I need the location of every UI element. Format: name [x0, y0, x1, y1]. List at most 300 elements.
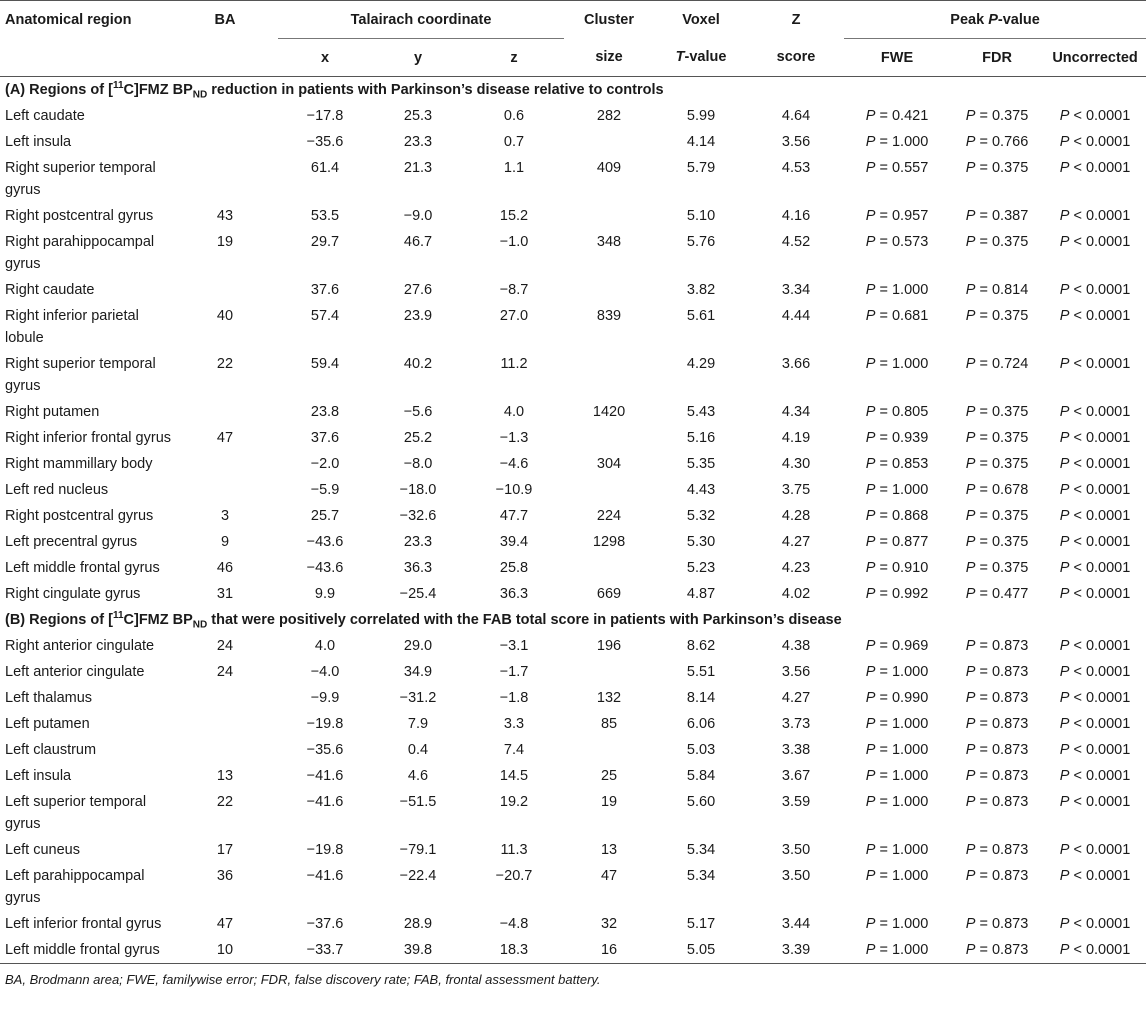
cell-fdr: P = 0.375 [965, 108, 1029, 124]
table-row [0, 229, 1146, 277]
cell-z: 18.3 [499, 942, 529, 958]
cell-cluster: 85 [600, 716, 618, 732]
cell-zs: 4.19 [781, 430, 811, 446]
cell-fdr: P = 0.375 [965, 456, 1029, 472]
cell-cluster: 224 [596, 508, 622, 524]
cell-x: −19.8 [306, 716, 344, 732]
cell-t: 5.16 [686, 430, 716, 446]
cell-t: 4.87 [686, 586, 716, 602]
cell-fwe: P = 1.000 [865, 916, 929, 932]
cell-unc: P < 0.0001 [1059, 482, 1131, 498]
cell-ba: 24 [216, 638, 234, 654]
section-b-title: (B) Regions of [$^{11}$C]FMZ $BP_{ND}$ that were positively correlated with the FAB total score in patients with Parkinson’s disease [5, 609, 842, 631]
cell-fdr: P = 0.873 [965, 794, 1029, 810]
cell-x: −43.6 [306, 560, 344, 576]
cell-cluster [564, 129, 654, 155]
cell-x: 37.6 [310, 282, 340, 298]
table-row [0, 129, 1146, 155]
table-row [0, 911, 1146, 937]
cell-ba: 47 [216, 430, 234, 446]
cell-z: 11.3 [500, 842, 528, 858]
cell-ba: 24 [216, 664, 234, 680]
cell-unc: P < 0.0001 [1059, 742, 1131, 758]
cell-unc: P < 0.0001 [1059, 160, 1131, 176]
header-z-2: score [776, 49, 816, 66]
cell-t: 5.03 [686, 742, 716, 758]
cell-fwe: P = 0.910 [865, 560, 929, 576]
cell-zs: 3.56 [781, 664, 811, 680]
cell-unc: P < 0.0001 [1059, 716, 1131, 732]
cell-t: 5.84 [686, 768, 716, 784]
table-row [0, 103, 1146, 129]
cell-fwe: P = 0.573 [865, 234, 929, 250]
cell-region: Right postcentral gyrus [5, 508, 154, 524]
cell-cluster [564, 555, 654, 581]
cell-zs: 3.75 [781, 482, 811, 498]
cell-ba [172, 277, 278, 303]
cell-fdr: P = 0.766 [965, 134, 1029, 150]
cell-t: 5.10 [686, 208, 716, 224]
table-row [0, 155, 1146, 203]
cell-fwe: P = 1.000 [865, 716, 929, 732]
cell-zs: 3.44 [781, 916, 811, 932]
cell-region: Left middle frontal gyrus [5, 942, 160, 958]
cell-zs: 3.67 [781, 768, 811, 784]
cell-region: Left claustrum [5, 742, 97, 758]
cell-x: −4.0 [310, 664, 340, 680]
cell-region: Right putamen [5, 404, 100, 420]
cell-region: Right caudate [5, 282, 95, 298]
cell-unc: P < 0.0001 [1059, 356, 1131, 372]
cell-region: Right superior temporal gyrus [5, 356, 156, 394]
table-row [0, 789, 1146, 837]
cell-x: −2.0 [310, 456, 340, 472]
cell-t: 5.99 [686, 108, 716, 124]
cell-cluster: 196 [596, 638, 622, 654]
cell-y: −22.4 [399, 868, 437, 884]
cell-zs: 4.27 [781, 534, 811, 550]
section-b [0, 607, 1146, 633]
cell-fdr: P = 0.814 [965, 282, 1029, 298]
table-row [0, 555, 1146, 581]
cell-y: 29.0 [403, 638, 433, 654]
cell-cluster: 1298 [592, 534, 626, 550]
cell-ba: 22 [216, 356, 234, 372]
cell-z: 7.4 [503, 742, 525, 758]
cell-y: 27.6 [403, 282, 433, 298]
table-row [0, 351, 1146, 399]
cell-zs: 4.23 [781, 560, 811, 576]
cell-x: 61.4 [310, 160, 340, 176]
cell-fdr: P = 0.873 [965, 768, 1029, 784]
header-cluster-2: size [595, 49, 623, 66]
cell-t: 5.79 [686, 160, 716, 176]
cell-fwe: P = 1.000 [865, 942, 929, 958]
header-ba: BA [214, 11, 236, 28]
header-fwe: FWE [880, 49, 914, 66]
header-z-1: Z [791, 11, 801, 28]
cell-t: 4.43 [686, 482, 716, 498]
cell-zs: 3.59 [781, 794, 811, 810]
cell-y: 34.9 [403, 664, 433, 680]
header-z: z [510, 49, 518, 66]
table-row [0, 763, 1146, 789]
table-row [0, 425, 1146, 451]
section-a-rows [0, 103, 1146, 607]
cell-region: Left parahippocampal gyrus [5, 868, 145, 906]
cell-zs: 3.39 [781, 942, 811, 958]
header-voxel-t: T [675, 49, 685, 66]
cell-y: 39.8 [403, 942, 433, 958]
cell-region: Right cingulate gyrus [5, 586, 141, 602]
cell-t: 5.51 [686, 664, 716, 680]
cell-z: −1.0 [499, 234, 529, 250]
cell-cluster [564, 477, 654, 503]
cell-t: 4.29 [686, 356, 716, 372]
cell-region: Right anterior cingulate [5, 638, 155, 654]
cell-x: −17.8 [306, 108, 344, 124]
cell-fwe: P = 0.681 [865, 308, 929, 324]
cell-fdr: P = 0.375 [965, 534, 1029, 550]
cell-z: 19.2 [499, 794, 529, 810]
table-header [0, 1, 1146, 77]
cell-z: −1.3 [499, 430, 529, 446]
section-a-title: (A) Regions of [$^{11}$C]FMZ $BP_{ND}$ reduction in patients with Parkinson’s disease relative to controls [5, 79, 664, 101]
cell-zs: 4.38 [781, 638, 811, 654]
cell-unc: P < 0.0001 [1059, 108, 1131, 124]
cell-fdr: P = 0.873 [965, 690, 1029, 706]
cell-zs: 3.66 [781, 356, 811, 372]
cell-region: Left cuneus [5, 842, 80, 858]
cell-z: 15.2 [499, 208, 529, 224]
cell-y: −5.6 [403, 404, 433, 420]
cell-fwe: P = 1.000 [865, 134, 929, 150]
cell-unc: P < 0.0001 [1059, 690, 1131, 706]
header-x: x [320, 49, 330, 66]
table-row [0, 503, 1146, 529]
cell-t: 5.23 [686, 560, 716, 576]
cell-x: −43.6 [306, 534, 344, 550]
cell-cluster: 13 [600, 842, 618, 858]
cell-fdr: P = 0.873 [965, 916, 1029, 932]
cell-y: 23.3 [403, 534, 433, 550]
cell-fdr: P = 0.387 [965, 208, 1029, 224]
cell-ba: 36 [216, 868, 234, 884]
cell-region: Left insula [5, 134, 72, 150]
cell-fdr: P = 0.375 [965, 308, 1029, 324]
cell-cluster: 19 [600, 794, 618, 810]
header-blank-1 [0, 39, 172, 77]
cell-ba [172, 711, 278, 737]
cell-fdr: P = 0.678 [965, 482, 1029, 498]
cell-ba: 3 [220, 508, 230, 524]
cell-fwe: P = 1.000 [865, 794, 929, 810]
header-talairach: Talairach coordinate [278, 1, 564, 39]
cell-ba [172, 685, 278, 711]
cell-fwe: P = 0.421 [865, 108, 929, 124]
cell-x: 29.7 [310, 234, 340, 250]
cell-unc: P < 0.0001 [1059, 208, 1131, 224]
cell-cluster: 47 [600, 868, 618, 884]
cell-cluster [564, 425, 654, 451]
cell-z: −10.9 [495, 482, 533, 498]
cell-unc: P < 0.0001 [1059, 404, 1131, 420]
cell-fdr: P = 0.375 [965, 508, 1029, 524]
cell-x: −33.7 [306, 942, 344, 958]
cell-t: 3.82 [686, 282, 716, 298]
cell-z: −4.6 [499, 456, 529, 472]
cell-y: −51.5 [399, 794, 437, 810]
cell-region: Left putamen [5, 716, 90, 732]
cell-z: 0.6 [503, 108, 525, 124]
cell-t: 4.14 [686, 134, 716, 150]
cell-ba [172, 737, 278, 763]
cell-zs: 4.28 [781, 508, 811, 524]
table-row [0, 737, 1146, 763]
cell-ba: 9 [220, 534, 230, 550]
header-peak-p: P [988, 11, 998, 28]
cell-region: Right inferior frontal gyrus [5, 430, 172, 446]
cell-region: Right superior temporal gyrus [5, 160, 156, 198]
cell-t: 5.76 [686, 234, 716, 250]
header-region: Anatomical region [5, 11, 132, 28]
cell-region: Left inferior frontal gyrus [5, 916, 162, 932]
cell-t: 5.43 [686, 404, 716, 420]
cell-unc: P < 0.0001 [1059, 842, 1131, 858]
cell-z: −1.7 [499, 664, 529, 680]
cell-t: 5.35 [686, 456, 716, 472]
cell-fdr: P = 0.477 [965, 586, 1029, 602]
cell-y: 40.2 [403, 356, 433, 372]
cell-x: 23.8 [310, 404, 340, 420]
table-row [0, 529, 1146, 555]
cell-cluster [564, 277, 654, 303]
cell-y: 28.9 [403, 916, 433, 932]
cell-fwe: P = 0.868 [865, 508, 929, 524]
cell-y: 36.3 [403, 560, 433, 576]
cell-t: 8.62 [686, 638, 716, 654]
cell-zs: 3.34 [781, 282, 811, 298]
cell-x: 59.4 [310, 356, 340, 372]
cell-x: −41.6 [306, 768, 344, 784]
cell-z: 11.2 [500, 356, 528, 372]
cell-zs: 4.44 [781, 308, 811, 324]
cell-t: 8.14 [686, 690, 716, 706]
cell-z: −3.1 [499, 638, 529, 654]
table-row [0, 633, 1146, 659]
cell-zs: 3.56 [781, 134, 811, 150]
cell-ba [172, 477, 278, 503]
header-peak: Peak P-value [844, 1, 1146, 39]
cell-fdr: P = 0.375 [965, 234, 1029, 250]
cell-x: −37.6 [306, 916, 344, 932]
cell-fwe: P = 0.969 [865, 638, 929, 654]
cell-z: −8.7 [499, 282, 529, 298]
cell-fwe: P = 0.957 [865, 208, 929, 224]
cell-ba [172, 103, 278, 129]
cell-region: Left precentral gyrus [5, 534, 138, 550]
cell-z: 27.0 [499, 308, 529, 324]
cell-unc: P < 0.0001 [1059, 794, 1131, 810]
cell-region: Left superior temporal gyrus [5, 794, 147, 832]
cell-t: 5.05 [686, 942, 716, 958]
cell-y: 7.9 [407, 716, 429, 732]
cell-z: −4.8 [499, 916, 529, 932]
cell-region: Right inferior parietal lobule [5, 308, 139, 346]
cell-ba [172, 129, 278, 155]
cell-fwe: P = 0.990 [865, 690, 929, 706]
cell-fwe: P = 0.805 [865, 404, 929, 420]
header-voxel-suffix: -value [684, 49, 727, 66]
cell-x: 9.9 [314, 586, 336, 602]
cell-fwe: P = 1.000 [865, 842, 929, 858]
cell-z: 25.8 [499, 560, 529, 576]
cell-unc: P < 0.0001 [1059, 942, 1131, 958]
table-row [0, 659, 1146, 685]
cell-unc: P < 0.0001 [1059, 868, 1131, 884]
cell-cluster [564, 203, 654, 229]
cell-unc: P < 0.0001 [1059, 456, 1131, 472]
cell-unc: P < 0.0001 [1059, 586, 1131, 602]
cell-zs: 4.52 [781, 234, 811, 250]
cell-zs: 3.50 [781, 842, 811, 858]
cell-unc: P < 0.0001 [1059, 508, 1131, 524]
cell-ba [172, 399, 278, 425]
cell-y: 46.7 [403, 234, 433, 250]
cell-ba: 31 [216, 586, 234, 602]
cell-t: 5.34 [686, 868, 716, 884]
table-row [0, 581, 1146, 607]
cell-fwe: P = 1.000 [865, 768, 929, 784]
cell-cluster [564, 737, 654, 763]
cell-unc: P < 0.0001 [1059, 308, 1131, 324]
cell-y: 23.9 [403, 308, 433, 324]
cell-zs: 3.50 [781, 868, 811, 884]
cell-region: Right postcentral gyrus [5, 208, 154, 224]
cell-y: 0.4 [407, 742, 429, 758]
cell-ba: 43 [216, 208, 234, 224]
cell-x: 25.7 [310, 508, 340, 524]
table-row [0, 477, 1146, 503]
table-footnote: BA, Brodmann area; FWE, familywise error; FDR, false discovery rate; FAB, frontal assessment battery. [5, 972, 601, 987]
cell-fwe: P = 0.939 [865, 430, 929, 446]
cell-t: 5.30 [686, 534, 716, 550]
cell-fwe: P = 1.000 [865, 482, 929, 498]
cell-x: −41.6 [306, 794, 344, 810]
cell-ba: 46 [216, 560, 234, 576]
cell-ba [172, 155, 278, 203]
cell-x: −35.6 [306, 134, 344, 150]
cell-fwe: P = 0.557 [865, 160, 929, 176]
cell-zs: 3.73 [781, 716, 811, 732]
cell-t: 5.17 [686, 916, 716, 932]
cell-fdr: P = 0.724 [965, 356, 1029, 372]
cell-y: 21.3 [403, 160, 433, 176]
cell-fwe: P = 0.853 [865, 456, 929, 472]
cell-cluster: 132 [596, 690, 622, 706]
cell-cluster: 282 [596, 108, 622, 124]
cell-fwe: P = 1.000 [865, 664, 929, 680]
cell-z: 47.7 [499, 508, 529, 524]
cell-region: Left caudate [5, 108, 85, 124]
cell-fdr: P = 0.873 [965, 664, 1029, 680]
cell-fwe: P = 0.877 [865, 534, 929, 550]
cell-unc: P < 0.0001 [1059, 768, 1131, 784]
table-row [0, 837, 1146, 863]
cell-y: 4.6 [407, 768, 429, 784]
cell-unc: P < 0.0001 [1059, 916, 1131, 932]
cell-z: 39.4 [499, 534, 529, 550]
table-row [0, 399, 1146, 425]
cell-ba: 10 [216, 942, 234, 958]
cell-unc: P < 0.0001 [1059, 134, 1131, 150]
cell-zs: 4.53 [781, 160, 811, 176]
cell-fdr: P = 0.873 [965, 716, 1029, 732]
cell-region: Left red nucleus [5, 482, 109, 498]
cell-y: 25.3 [403, 108, 433, 124]
cell-ba: 13 [216, 768, 234, 784]
cell-y: −31.2 [399, 690, 437, 706]
cell-unc: P < 0.0001 [1059, 430, 1131, 446]
cell-zs: 4.16 [781, 208, 811, 224]
table-row [0, 303, 1146, 351]
cell-fdr: P = 0.873 [965, 842, 1029, 858]
table-row [0, 203, 1146, 229]
header-voxel-1: Voxel [682, 11, 720, 28]
cell-y: −32.6 [399, 508, 437, 524]
cell-fwe: P = 1.000 [865, 282, 929, 298]
cell-region: Left anterior cingulate [5, 664, 145, 680]
header-blank-2 [172, 39, 278, 77]
cell-zs: 4.34 [781, 404, 811, 420]
cell-t: 5.61 [686, 308, 716, 324]
table-row [0, 277, 1146, 303]
table-row [0, 451, 1146, 477]
cell-region: Right mammillary body [5, 456, 153, 472]
cell-fdr: P = 0.873 [965, 638, 1029, 654]
cell-unc: P < 0.0001 [1059, 664, 1131, 680]
cell-zs: 4.64 [781, 108, 811, 124]
cell-region: Left thalamus [5, 690, 93, 706]
cell-z: −20.7 [495, 868, 533, 884]
cell-x: −9.9 [310, 690, 340, 706]
table-row [0, 685, 1146, 711]
table-row [0, 863, 1146, 911]
header-y: y [413, 49, 423, 66]
cell-fwe: P = 1.000 [865, 356, 929, 372]
cell-z: 0.7 [503, 134, 525, 150]
cell-z: 4.0 [503, 404, 525, 420]
cell-y: −8.0 [403, 456, 433, 472]
cell-cluster: 839 [596, 308, 622, 324]
cell-fwe: P = 1.000 [865, 742, 929, 758]
section-b-rows [0, 633, 1146, 964]
cell-cluster: 348 [596, 234, 622, 250]
cell-ba: 47 [216, 916, 234, 932]
cell-ba: 22 [216, 794, 234, 810]
cell-zs: 4.02 [781, 586, 811, 602]
cell-zs: 4.27 [781, 690, 811, 706]
header-voxel-2 [654, 39, 748, 77]
cell-region: Left insula [5, 768, 72, 784]
cell-zs: 3.38 [781, 742, 811, 758]
cell-fdr: P = 0.873 [965, 742, 1029, 758]
cell-z: −1.8 [499, 690, 529, 706]
cell-x: 53.5 [310, 208, 340, 224]
section-a [0, 77, 1146, 104]
cell-t: 5.34 [686, 842, 716, 858]
cell-y: −9.0 [403, 208, 433, 224]
